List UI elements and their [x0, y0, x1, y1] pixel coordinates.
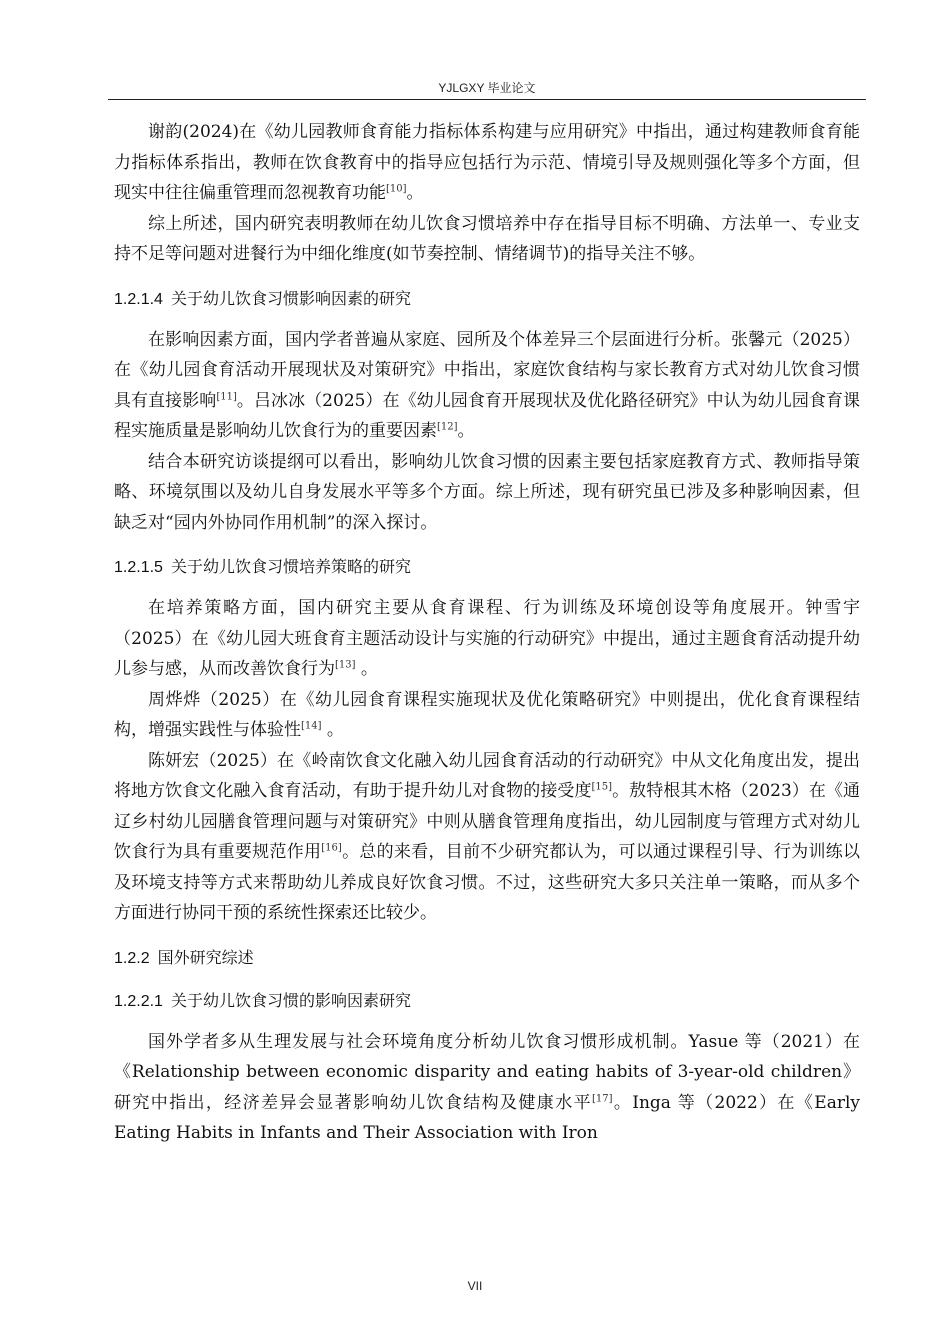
- paragraph-text: 。敖特根其木格（2023）在《通辽乡村幼儿园膳食管理问题与对策研究》中则从膳食管理角度指出，幼儿园制度与管理方式对幼儿饮食行为具有重要规范作用: [114, 781, 861, 862]
- paragraph-text: 结合本研究访谈提纲可以看出，影响幼儿饮食习惯的因素主要包括家庭教育方式、教师指导策略、环境氛围以及幼儿自身发展水平等多个方面。综上所述，现有研究虽已涉及多种影响因素，但缺乏对“园内外协同作用机制”的深入探讨。: [114, 451, 860, 533]
- paragraph-text: 。: [355, 659, 378, 679]
- paragraph: [114, 593, 860, 685]
- page-body: [114, 117, 860, 1149]
- paragraph: [114, 746, 860, 929]
- paragraph-text: 国外学者多从生理发展与社会环境角度分析幼儿饮食习惯形成机制。Yasue 等（2021）在《Relationship between economic disparity and eating habits of 3-year-old children》研究中指出，经济差异会显著影响幼儿饮食结构及健康水平: [114, 1031, 860, 1113]
- paragraph-text: 。: [457, 421, 475, 441]
- header-rule: [108, 99, 866, 100]
- section-title: 关于幼儿饮食习惯培养策略的研究: [170, 557, 411, 576]
- paragraph: [114, 117, 860, 209]
- paragraph-text: 谢韵(2024)在《幼儿园教师食育能力指标体系构建与应用研究》中指出，通过构建教师食育能力指标体系指出，教师在饮食教育中的指导应包括行为示范、情境引导及规则强化等多个方面，但现实中往往偏重管理而忽视教育功能: [114, 122, 860, 203]
- paragraph-text: 在培养策略方面，国内研究主要从食育课程、行为训练及环境创设等角度展开。钟雪宇（2025）在《幼儿园大班食育主题活动设计与实施的行动研究》中提出，通过主题食育活动提升幼儿参与感，从而改善饮食行为: [114, 598, 860, 679]
- section-heading: [114, 988, 860, 1015]
- paragraph-text: 。: [406, 183, 424, 203]
- paragraph-text: 。总的来看，目前不少研究都认为，可以通过课程引导、行为训练以及环境支持等方式来帮助幼儿养成良好饮食习惯。不过，这些研究大多只关注单一策略，而从多个方面进行协同干预的系统性探索还比较少。: [114, 842, 861, 923]
- section-number: 1.2.1.4: [114, 290, 163, 308]
- paragraph-text: 在影响因素方面，国内学者普遍从家庭、园所及个体差异三个层面进行分析。张馨元（2025）在《幼儿园食育活动开展现状及对策研究》中指出，家庭饮食结构与家长教育方式对幼儿饮食习惯具有直接影响: [114, 329, 860, 411]
- paragraph-text: 。: [321, 720, 344, 740]
- section-title: 国外研究综述: [157, 947, 254, 967]
- paragraph: [114, 1027, 860, 1149]
- paragraph-text: 周烨烨（2025）在《幼儿园食育课程实施现状及优化策略研究》中则提出，优化食育课程结构，增强实践性与体验性: [114, 689, 860, 740]
- citation-marker: [16]: [321, 842, 342, 854]
- page-number: VII: [467, 1279, 483, 1293]
- paragraph: [114, 447, 860, 539]
- section-number: 1.2.2.1: [114, 992, 163, 1010]
- section-number: 1.2.2: [114, 949, 150, 967]
- citation-marker: [11]: [216, 390, 237, 402]
- running-header: YJLGXY 毕业论文: [438, 81, 536, 95]
- section-title: 关于幼儿饮食习惯的影响因素研究: [170, 990, 411, 1010]
- citation-marker: [12]: [437, 421, 458, 433]
- section-title: 关于幼儿饮食习惯影响因素的研究: [170, 288, 411, 308]
- citation-marker: [17]: [591, 1092, 613, 1104]
- paragraph-text: 。Inga 等（2022）在《Early Eating Habits in Infants and Their Association with Iron: [114, 1092, 861, 1143]
- citation-marker: [15]: [591, 781, 613, 793]
- paragraph: [114, 209, 860, 270]
- paragraph: [114, 685, 860, 746]
- paragraph-text: 陈妍宏（2025）在《岭南饮食文化融入幼儿园食育活动的行动研究》中从文化角度出发，提出将地方饮食文化融入食育活动，有助于提升幼儿对食物的接受度: [114, 750, 860, 801]
- section-number: 1.2.1.5: [114, 559, 163, 576]
- section-heading: [114, 554, 860, 581]
- section-heading: [114, 286, 860, 313]
- paragraph: [114, 325, 860, 447]
- citation-marker: [10]: [386, 183, 407, 195]
- citation-marker: [14]: [301, 720, 322, 732]
- paragraph-text: 综上所述，国内研究表明教师在幼儿饮食习惯培养中存在指导目标不明确、方法单一、专业支持不足等问题对进餐行为中细化维度(如节奏控制、情绪调节)的指导关注不够。: [114, 213, 860, 264]
- paragraph-text: 。吕冰冰（2025）在《幼儿园食育开展现状及优化路径研究》中认为幼儿园食育课程实施质量是影响幼儿饮食行为的重要因素: [114, 390, 861, 441]
- section-heading: [114, 945, 860, 972]
- citation-marker: [13]: [335, 659, 356, 671]
